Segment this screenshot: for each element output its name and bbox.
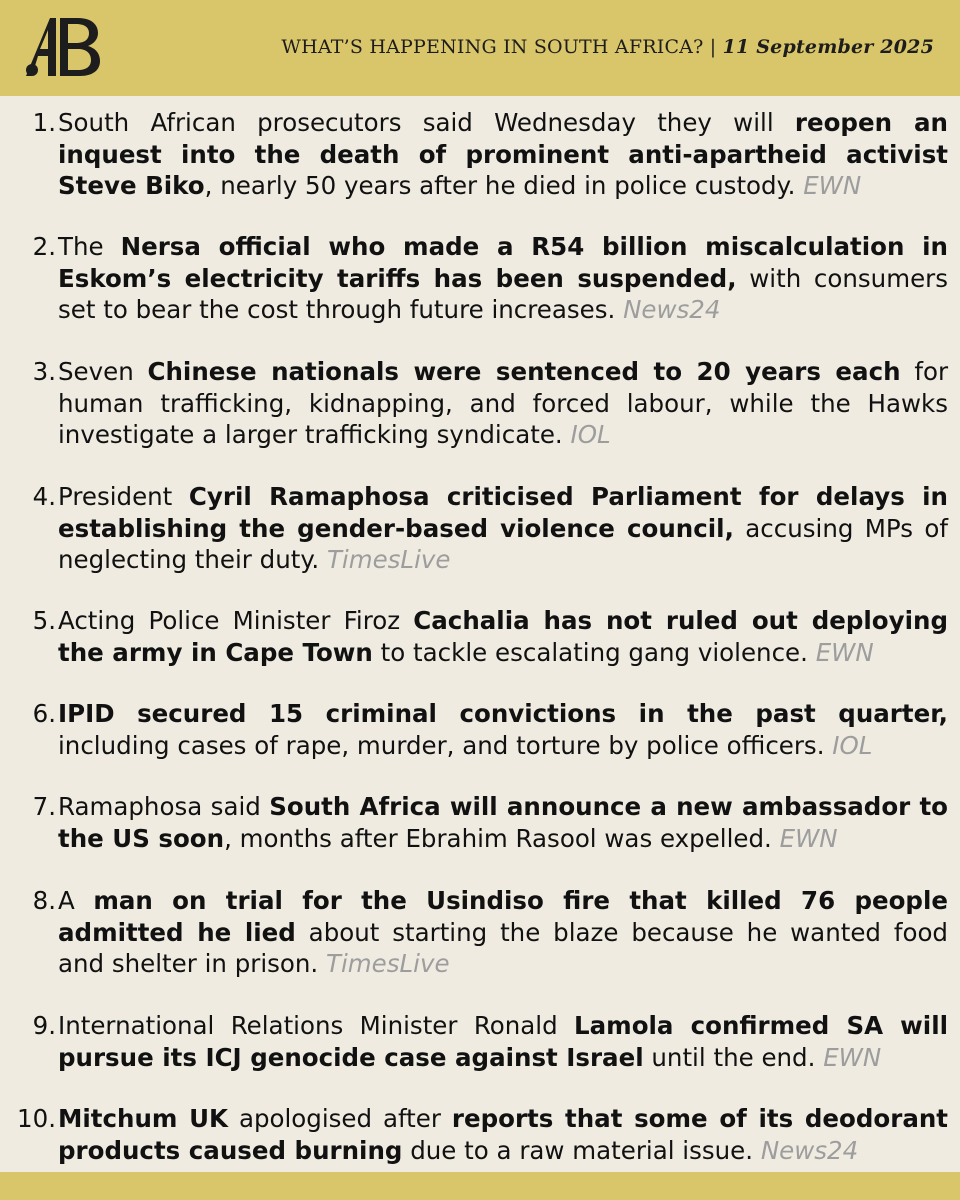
headline-bold-text: Chinese nationals were sentenced to 20 years each (147, 357, 901, 386)
headline-text: South African prosecutors said Wednesday they will (58, 108, 795, 137)
news-item (32, 231, 948, 326)
headline-bold-text: reports that some of its deodorant products caused burning (58, 1104, 949, 1165)
headline-bold-text: South Africa will announce a new ambassador to the US soon (58, 792, 948, 853)
headline-text: A (58, 886, 94, 915)
item-number: 4. (32, 482, 56, 511)
headline-text: International Relations Minister Ronald (58, 1011, 575, 1040)
source-label: EWN (779, 823, 838, 853)
news-item (32, 356, 949, 451)
news-item (32, 885, 948, 980)
headline-text: apologised after (228, 1104, 452, 1133)
header-title (281, 36, 934, 58)
source-label: IOL (832, 730, 873, 760)
footer-bar (0, 1172, 960, 1200)
headline-text: The (58, 232, 121, 261)
news-item (32, 698, 948, 761)
ab-logo (20, 14, 102, 78)
headline-bold-text: reopen an inquest into the death of prominent anti-apartheid activist Steve Biko (58, 108, 948, 200)
source-label: News24 (760, 1135, 859, 1165)
headline-text: due to a raw material issue. (402, 1135, 754, 1165)
news-item (32, 1010, 948, 1073)
header-separator: | (703, 36, 723, 58)
headline-text: accusing MPs of neglecting their duty. (58, 513, 949, 574)
source-label: EWN (823, 1042, 882, 1072)
source-label: EWN (803, 171, 862, 200)
item-number: 1. (32, 108, 56, 137)
item-number: 6. (32, 699, 56, 728)
headline-text: including cases of rape, murder, and torture by police officers. (58, 730, 825, 760)
headline-bold-text: Mitchum UK (58, 1104, 228, 1133)
header-bar (0, 0, 960, 96)
source-label: IOL (570, 420, 611, 449)
item-number: 2. (32, 232, 56, 261)
news-item (32, 107, 948, 202)
news-item (32, 605, 948, 668)
item-number: 3. (32, 357, 56, 386)
source-label: TimesLive (326, 545, 451, 574)
news-item (32, 481, 949, 576)
source-label: EWN (815, 637, 874, 667)
news-item (17, 1103, 949, 1166)
item-number: 7. (32, 792, 56, 821)
headline-text: for human trafficking, kidnapping, and forced labour, while the Hawks investigate a larger trafficking syndicate. (58, 357, 949, 449)
headline-text: Seven (58, 357, 148, 386)
headline-text: , months after Ebrahim Rasool was expelled. (224, 823, 772, 853)
news-item (32, 791, 948, 854)
source-label: TimesLive (326, 949, 450, 978)
headline-text: Acting Police Minister Firoz (58, 606, 414, 635)
source-label: News24 (623, 295, 721, 324)
headline-text: to tackle escalating gang violence. (372, 637, 808, 667)
headline-text: , nearly 50 years after he died in police custody. (204, 171, 796, 200)
headline-bold-text: IPID secured 15 criminal convictions in the past quarter, (58, 699, 948, 728)
headline-bold-text: Nersa official who made a R54 billion miscalculation in Eskom’s electricity tariffs has been suspended, (58, 232, 948, 293)
headline-bold-text: Lamola confirmed SA will pursue its ICJ genocide case against Israel (58, 1011, 948, 1072)
headline-text: with consumers set to bear the cost through future increases. (58, 263, 948, 324)
headline-bold-text: man on trial for the Usindiso fire that killed 76 people admitted he lied (58, 886, 948, 947)
item-number: 9. (32, 1011, 56, 1040)
headline-text: Ramaphosa said (58, 792, 270, 821)
item-number: 8. (32, 886, 56, 915)
headline-bold-text: Cyril Ramaphosa criticised Parliament for delays in establishing the gender-based violence council, (58, 482, 948, 543)
headline-text: President (58, 482, 189, 511)
headline-bold-text: Cachalia has not ruled out deploying the army in Cape Town (58, 606, 948, 667)
item-number: 10. (17, 1104, 56, 1133)
header-date: 11 September 2025 (722, 36, 934, 58)
headline-text: until the end. (643, 1042, 816, 1072)
headline-text: about starting the blaze because he wanted food and shelter in prison. (58, 917, 948, 978)
header-title-text: WHAT’S HAPPENING IN SOUTH AFRICA? (281, 36, 704, 58)
item-number: 5. (32, 606, 56, 635)
